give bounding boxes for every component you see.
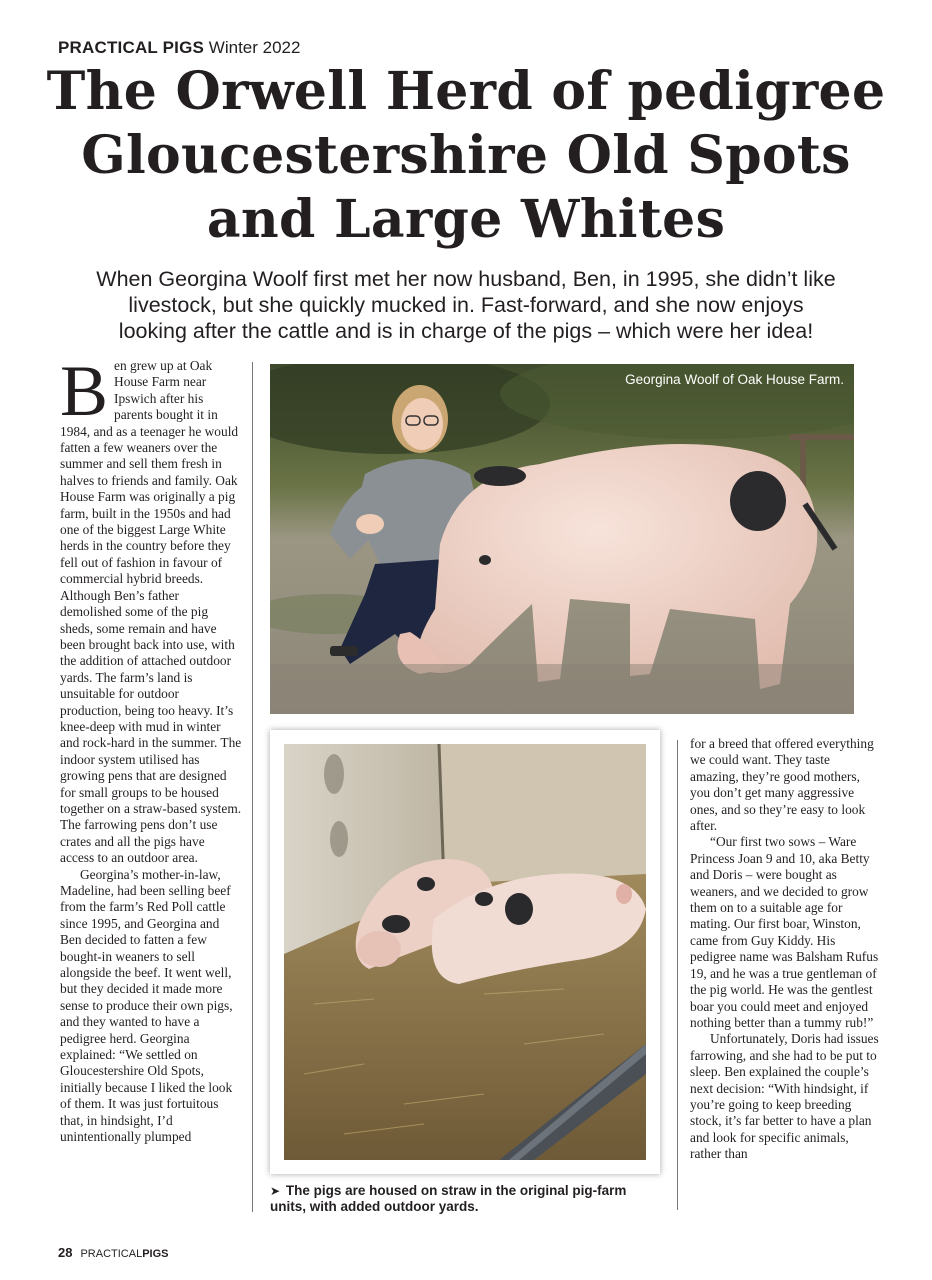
column-divider xyxy=(677,740,678,1210)
drop-cap: B xyxy=(60,351,109,431)
standfirst-line-3: looking after the cattle and is in charge of the pigs – which were her idea! xyxy=(118,319,814,343)
body-column-3 xyxy=(690,736,880,1163)
photo-georgina-with-pig xyxy=(270,364,854,714)
photo-caption-bottom xyxy=(270,1183,665,1215)
standfirst-line-1: When Georgina Woolf first met her now husband, Ben, in 1995, she didn’t like xyxy=(96,267,836,291)
page-number: 28 xyxy=(58,1245,73,1260)
paragraph: “Our first two sows – Ware Princess Joan 9 and 10, aka Betty and Doris – were bought as weaners, and we decided to grow them on to a suitable age for mating. Our first boar, Winston, came from Guy Kiddy. His pedigree name was Balsham Rufus 19, and he was a true gentleman of the pig world. He was the gentlest boar you could meet and enjoyed nothing better than a tummy rub!” xyxy=(690,834,879,1030)
paragraph: Georgina’s mother-in-law, Madeline, had been selling beef from the farm’s Red Poll cattle since 1995, and Georgina and Ben decided to fatten a few bought-in weaners to sell alongside the beef. It went well, but they decided it made more sense to produce their own pigs, and they wanted to have a pedigree herd. Georgina explained: “We settled on Gloucestershire Old Spots, initially because I liked the look of them. It was just fortuitous that, in hindsight, I’d unintentionally plumped xyxy=(60,866,233,1145)
standfirst xyxy=(40,266,892,344)
paragraph xyxy=(60,351,242,867)
paragraph: for a breed that offered everything we could want. They taste amazing, they’re good mothers, you don’t get many aggressive ones, and so they’re easy to look after. xyxy=(690,736,874,834)
title-line-3: and Large Whites xyxy=(206,189,726,250)
footer-brand-bold: PIGS xyxy=(142,1248,169,1260)
magazine-name: PRACTICAL PIGS xyxy=(58,38,205,57)
body-column-1 xyxy=(60,351,242,1146)
magazine-header xyxy=(58,38,300,58)
caption-text: The pigs are housed on straw in the original pig-farm units, with added outdoor yards. xyxy=(270,1183,627,1214)
title-line-1: The Orwell Herd of pedigree xyxy=(46,61,886,122)
photo-pigs-on-straw xyxy=(284,744,646,1160)
column-divider xyxy=(252,362,253,1212)
page-footer xyxy=(58,1245,169,1260)
footer-brand-light: PRACTICAL xyxy=(80,1248,143,1260)
paragraph-text: en grew up at Oak House Farm near Ipswich after his parents bought it in 1984, and as a teenager he would fatten a few weaners over the summer and sell them fresh in halves to friends and family. Oak House Farm was originally a pig farm, built in the 1950s and had one of the biggest Large White herds in the country before they fell out of fashion in favour of commercial hybrid breeds. Although Ben’s father demolished some of the pig sheds, some remain and have been brought back into use, with the addition of attached outdoor yards. The farm’s land is unsuitable for outdoor production, being too heavy. It’s knee-deep with mud in winter and rock-hard in the summer. The indoor system utilised has growing pens that are designed for small groups to be housed together on a straw-based system. The farrowing pens don’t use crates and all the pigs have access to an outdoor area. xyxy=(60,358,242,866)
paragraph: Unfortunately, Doris had issues farrowing, and she had to be put to sleep. Ben explained the couple’s next decision: “With hindsight, if you’re going to keep breeding stock, it’s far better to have a plan and look for specific animals, rather than xyxy=(690,1031,879,1162)
standfirst-line-2: livestock, but she quickly mucked in. Fast-forward, and she now enjoys xyxy=(128,293,804,317)
issue-label: Winter 2022 xyxy=(208,38,301,57)
photo-caption: Georgina Woolf of Oak House Farm. xyxy=(625,372,844,387)
title-line-2: Gloucestershire Old Spots xyxy=(81,125,851,186)
article-title xyxy=(30,60,902,252)
photo-frame xyxy=(270,730,660,1174)
caption-arrow-icon: ➤ xyxy=(270,1184,281,1198)
